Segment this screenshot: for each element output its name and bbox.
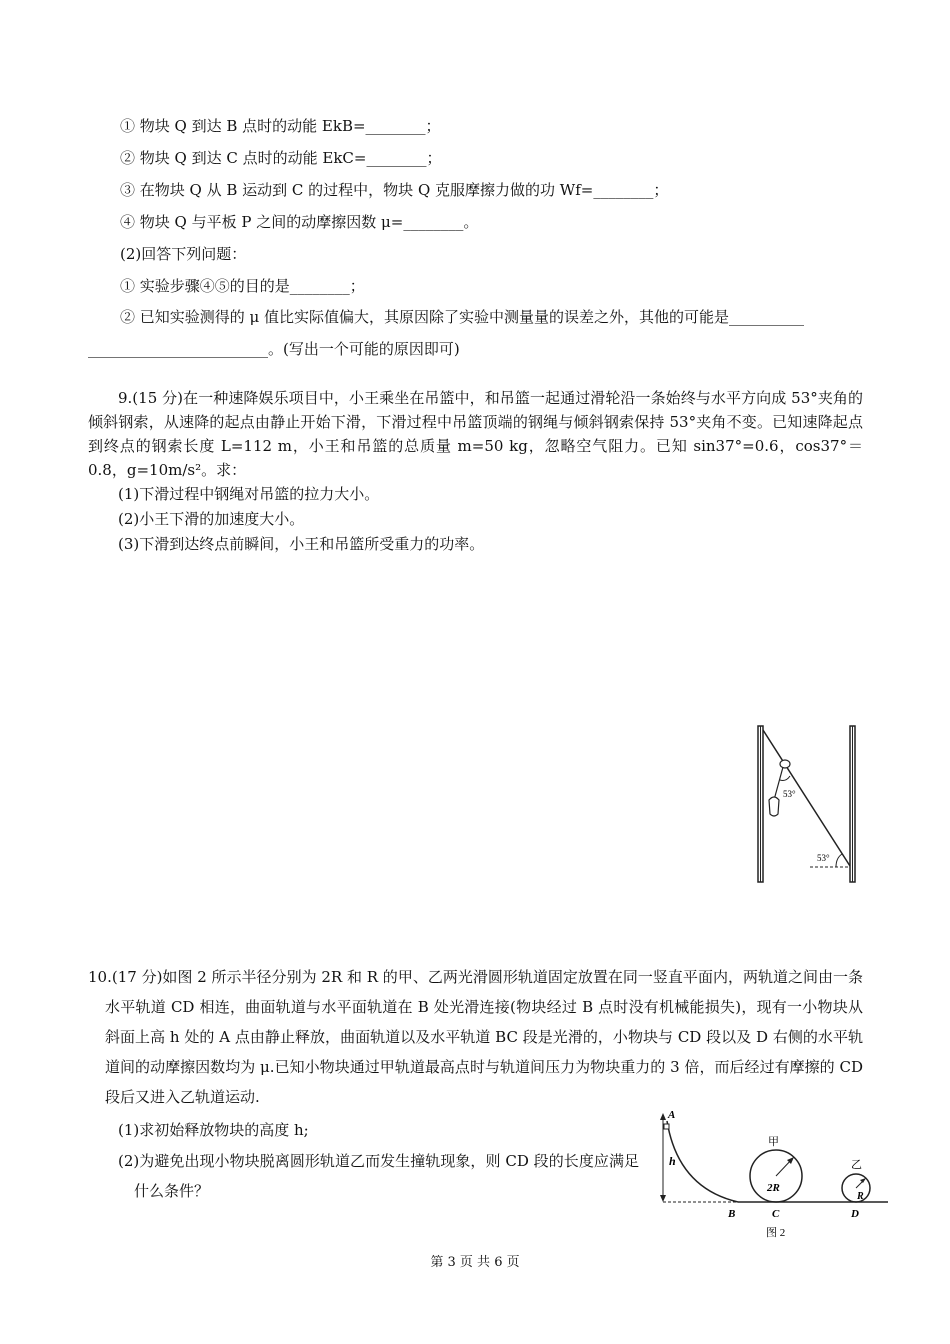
angle-arc-top	[780, 776, 790, 781]
left-pole	[758, 726, 763, 882]
q8-part-2-heading: (2)回答下列问题：	[120, 245, 247, 263]
q8-item-3: ③ 在物块 Q 从 B 运动到 C 的过程中，物块 Q 克服摩擦力做的功 Wf=________；	[120, 181, 669, 199]
q9-stem: 9.(15 分)在一种速降娱乐项目中，小王乘坐在吊篮中，和吊篮一起通过滑轮沿一条始终与水平方向成 53°夹角的倾斜钢索，从速降的起点由静止开始下滑，下滑过程中吊篮顶端的钢绳与倾斜钢索保持 53°夹角不变。已知速降起点到终点的钢索长度 L=112 m，小王和吊篮的总质量 m=50 kg，忽略空气阻力。已知 sin37°=0.6，cos37°＝0.8，g=10m/s²。求：	[88, 389, 863, 479]
curved-track	[667, 1121, 738, 1202]
q10-figure	[650, 1103, 895, 1243]
q9-figure	[750, 722, 865, 887]
label-A: A	[668, 1109, 676, 1121]
q9-part-1: (1)下滑过程中钢绳对吊篮的拉力大小。	[118, 485, 380, 503]
figure-caption: 图 2	[766, 1227, 786, 1239]
angle-label-bottom: 53°	[817, 853, 830, 863]
label-R: R	[857, 1191, 864, 1202]
q8-part-2-item-1: ① 实验步骤④⑤的目的是________；	[120, 277, 365, 295]
basket-rope	[774, 767, 783, 800]
q8-item-2: ② 物块 Q 到达 C 点时的动能 EkC=________；	[120, 149, 442, 167]
right-pole	[850, 726, 855, 882]
label-jia: 甲	[768, 1136, 779, 1148]
label-yi: 乙	[851, 1159, 862, 1171]
angle-label-top: 53°	[783, 789, 796, 799]
page-footer: 第 3 页 共 6 页	[430, 1255, 520, 1270]
label-C: C	[772, 1208, 780, 1220]
q10-stem: 10.(17 分)如图 2 所示半径分别为 2R 和 R 的甲、乙两光滑圆形轨道固定放置在同一竖直平面内，两轨道之间由一条水平轨道 CD 相连，曲面轨道与水平面轨道在 B 处光滑连接(物块经过 B 点时没有机械能损失)，现有一小物块从斜面上高 h 处的 A 点由静止释放，曲面轨道以及水平轨道 BC 段是光滑的，小物块与 CD 段以及 D 右侧的水平轨道间的动摩擦因数均为 μ.已知小物块通过甲轨道最高点时与轨道间压力为物块重力的 3 倍，而后经过有摩擦的 CD 段后又进入乙轨道运动.	[88, 968, 864, 1106]
label-2R: 2R	[767, 1182, 780, 1194]
q9-part-3: (3)下滑到达终点前瞬间，小王和吊篮所受重力的功率。	[118, 535, 485, 553]
q8-item-1: ① 物块 Q 到达 B 点时的动能 EkB=________；	[120, 117, 441, 135]
q9-part-2: (2)小王下滑的加速度大小。	[118, 510, 305, 528]
q10-part-1: (1)求初始释放物块的高度 h;	[118, 1121, 309, 1139]
label-B: B	[728, 1208, 736, 1220]
pulley	[780, 760, 790, 768]
block	[664, 1124, 669, 1129]
q8-item-4: ④ 物块 Q 与平板 P 之间的动摩擦因数 μ=________。	[120, 213, 479, 231]
q8-part-2-item-2-cont: ________________________。(写出一个可能的原因即可)	[88, 340, 460, 358]
basket	[769, 797, 779, 816]
angle-arc-bottom	[836, 854, 842, 867]
q10-part-2: (2)为避免出现小物块脱离圆形轨道乙而发生撞轨现象，则 CD 段的长度应满足什么条件？	[118, 1152, 639, 1200]
label-h: h	[669, 1154, 676, 1168]
q8-part-2-item-2: ② 已知实验测得的 μ 值比实际值偏大，其原因除了实验中测量量的误差之外，其他的可能是__________	[120, 308, 805, 326]
label-D: D	[851, 1208, 859, 1220]
